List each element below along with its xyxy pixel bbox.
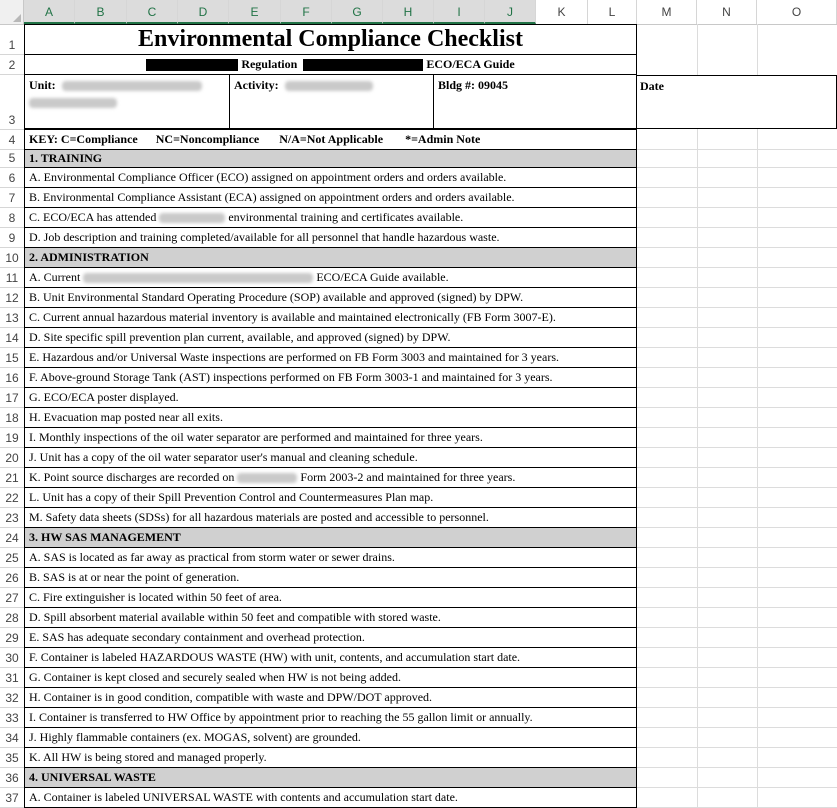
info-row <box>24 75 637 130</box>
checklist-item[interactable]: J. Unit has a copy of the oil water separator user's manual and cleaning schedule. <box>24 448 637 468</box>
section-heading[interactable]: 4. UNIVERSAL WASTE <box>24 768 637 788</box>
blurred-text <box>159 213 225 223</box>
key-not-applicable: N/A=Not Applicable <box>279 132 384 146</box>
row-header-8[interactable]: 8 <box>0 208 24 228</box>
gridline <box>637 707 837 708</box>
item-text: Form 2003-2 and maintained for three years. <box>300 470 516 484</box>
bldg-cell[interactable] <box>434 75 637 129</box>
gridline <box>637 287 837 288</box>
gridline <box>637 527 837 528</box>
row-header-19[interactable]: 19 <box>0 428 24 448</box>
row-header-2[interactable]: 2 <box>0 55 24 75</box>
row-header-1[interactable]: 1 <box>0 24 24 55</box>
checklist-item[interactable]: H. Evacuation map posted near all exits. <box>24 408 637 428</box>
row-header-11[interactable]: 11 <box>0 268 24 288</box>
item-text: ECO/ECA Guide available. <box>316 270 449 284</box>
checklist-item[interactable]: C. Current annual hazardous material inventory is available and maintained electronically (FB Form 3007-E). <box>24 308 637 328</box>
row-header-16[interactable]: 16 <box>0 368 24 388</box>
column-header-m[interactable]: M <box>637 0 697 24</box>
row-header-23[interactable]: 23 <box>0 508 24 528</box>
column-header-i[interactable]: I <box>434 0 485 24</box>
date-cell[interactable] <box>637 75 837 129</box>
blurred-text <box>237 473 297 483</box>
row-header-25[interactable]: 25 <box>0 548 24 568</box>
checklist-item[interactable]: I. Container is transferred to HW Office by appointment prior to reaching the 55 gallon limit or annually. <box>24 708 637 728</box>
gridline <box>637 487 837 488</box>
column-header-f[interactable]: F <box>281 0 332 24</box>
column-header-b[interactable]: B <box>75 0 127 24</box>
bldg-number: Bldg #: 09045 <box>438 78 509 92</box>
gridline <box>637 247 837 248</box>
regulation-label: Regulation <box>241 57 298 71</box>
column-header-d[interactable]: D <box>178 0 229 24</box>
column-header-g[interactable]: G <box>332 0 383 24</box>
row-header-10[interactable]: 10 <box>0 248 24 268</box>
row-header-28[interactable]: 28 <box>0 608 24 628</box>
gridline <box>637 607 837 608</box>
row-header-13[interactable]: 13 <box>0 308 24 328</box>
column-header-c[interactable]: C <box>127 0 178 24</box>
column-header-k[interactable]: K <box>536 0 588 24</box>
gridline <box>637 567 837 568</box>
row-header-30[interactable]: 30 <box>0 648 24 668</box>
redacted-text <box>303 59 423 71</box>
guide-label: ECO/ECA Guide <box>426 57 515 71</box>
gridline <box>637 647 837 648</box>
checklist-item[interactable]: F. Above-ground Storage Tank (AST) inspections performed on FB Form 3003-1 and maintained for 3 years. <box>24 368 637 388</box>
key-compliance: KEY: C=Compliance <box>29 132 138 146</box>
section-heading[interactable]: 2. ADMINISTRATION <box>24 248 637 268</box>
row-header-32[interactable]: 32 <box>0 688 24 708</box>
column-header-l[interactable]: L <box>588 0 637 24</box>
gridline <box>637 767 837 768</box>
item-text: A. Current <box>29 270 81 284</box>
gridline <box>637 387 837 388</box>
date-label: Date <box>640 79 664 93</box>
row-header-5[interactable]: 5 <box>0 150 24 168</box>
checklist-item[interactable] <box>24 468 637 488</box>
checklist-item[interactable]: H. Container is in good condition, compatible with waste and DPW/DOT approved. <box>24 688 637 708</box>
checklist-item[interactable]: D. Site specific spill prevention plan current, available, and approved (signed) by DPW. <box>24 328 637 348</box>
blurred-activity-name <box>285 81 373 91</box>
page-title: Environmental Compliance Checklist <box>24 24 637 55</box>
row-header-21[interactable]: 21 <box>0 468 24 488</box>
column-header-a[interactable]: A <box>24 0 75 24</box>
gridline <box>637 787 837 788</box>
checklist-item[interactable]: M. Safety data sheets (SDSs) for all hazardous materials are posted and accessible to personnel. <box>24 508 637 528</box>
gridline <box>637 467 837 468</box>
key-row <box>24 130 637 150</box>
gridline <box>637 447 837 448</box>
column-header-bar <box>0 0 837 25</box>
checklist-item[interactable]: F. Container is labeled HAZARDOUS WASTE (HW) with unit, contents, and accumulation start date. <box>24 648 637 668</box>
row-header-7[interactable]: 7 <box>0 188 24 208</box>
gridline <box>637 267 837 268</box>
column-header-j[interactable]: J <box>485 0 536 24</box>
blurred-unit-name-line2 <box>29 98 117 108</box>
row-header-14[interactable]: 14 <box>0 328 24 348</box>
row-header-6[interactable]: 6 <box>0 168 24 188</box>
row-header-36[interactable]: 36 <box>0 768 24 788</box>
checklist-item[interactable]: I. Monthly inspections of the oil water separator are performed and maintained for three years. <box>24 428 637 448</box>
checklist-item[interactable]: B. Environmental Compliance Assistant (ECA) assigned on appointment orders and orders available. <box>24 188 637 208</box>
row-header-15[interactable]: 15 <box>0 348 24 368</box>
activity-label: Activity: <box>234 78 279 92</box>
column-header-e[interactable]: E <box>229 0 281 24</box>
column-header-n[interactable]: N <box>697 0 757 24</box>
section-heading[interactable]: 1. TRAINING <box>24 150 637 168</box>
gridline <box>637 667 837 668</box>
gridline <box>697 24 698 808</box>
row-header-29[interactable]: 29 <box>0 628 24 648</box>
gridline <box>637 227 837 228</box>
row-header-37[interactable]: 37 <box>0 788 24 808</box>
gridline <box>637 687 837 688</box>
row-header-9[interactable]: 9 <box>0 228 24 248</box>
blurred-unit-name <box>62 81 202 91</box>
gridline <box>637 407 837 408</box>
redacted-text <box>146 59 238 71</box>
row-header-33[interactable]: 33 <box>0 708 24 728</box>
checklist-item[interactable]: A. Container is labeled UNIVERSAL WASTE with contents and accumulation start date. <box>24 788 637 808</box>
gridline <box>637 367 837 368</box>
row-header-3[interactable]: 3 <box>0 75 24 130</box>
column-header-o[interactable]: O <box>757 0 837 24</box>
row-header-31[interactable]: 31 <box>0 668 24 688</box>
row-header-17[interactable]: 17 <box>0 388 24 408</box>
checklist-item[interactable]: E. SAS has adequate secondary containment and overhead protection. <box>24 628 637 648</box>
checklist-item[interactable] <box>24 268 637 288</box>
unit-label: Unit: <box>29 78 56 92</box>
gridline <box>637 747 837 748</box>
gridline <box>637 427 837 428</box>
row-header-35[interactable]: 35 <box>0 748 24 768</box>
item-text: C. ECO/ECA has attended <box>29 210 157 224</box>
checklist-item[interactable]: B. SAS is at or near the point of generation. <box>24 568 637 588</box>
gridline <box>637 149 837 150</box>
blurred-text <box>83 273 313 283</box>
item-text: K. Point source discharges are recorded on <box>29 470 235 484</box>
row-header-27[interactable]: 27 <box>0 588 24 608</box>
gridline <box>637 347 837 348</box>
gridline <box>637 507 837 508</box>
gridline <box>637 547 837 548</box>
gridline <box>637 167 837 168</box>
checklist-item[interactable]: G. ECO/ECA poster displayed. <box>24 388 637 408</box>
row-header-34[interactable]: 34 <box>0 728 24 748</box>
checklist-item[interactable]: D. Spill absorbent material available within 50 feet and compatible with stored waste. <box>24 608 637 628</box>
gridline <box>757 24 758 808</box>
unit-cell[interactable] <box>25 75 230 129</box>
checklist-item[interactable]: C. Fire extinguisher is located within 50 feet of area. <box>24 588 637 608</box>
checklist-item[interactable]: J. Highly flammable containers (ex. MOGAS, solvent) are grounded. <box>24 728 637 748</box>
select-all-corner[interactable] <box>0 0 24 24</box>
gridline <box>637 207 837 208</box>
checklist-item[interactable]: G. Container is kept closed and securely sealed when HW is not being added. <box>24 668 637 688</box>
section-heading[interactable]: 3. HW SAS MANAGEMENT <box>24 528 637 548</box>
column-header-h[interactable]: H <box>383 0 434 24</box>
gridline <box>637 627 837 628</box>
regulation-row <box>24 55 637 75</box>
item-text: environmental training and certificates available. <box>228 210 464 224</box>
checklist-item[interactable]: A. Environmental Compliance Officer (ECO) assigned on appointment orders and orders available. <box>24 168 637 188</box>
activity-cell[interactable] <box>230 75 434 129</box>
gridline <box>637 307 837 308</box>
checklist-item[interactable]: L. Unit has a copy of their Spill Prevention Control and Countermeasures Plan map. <box>24 488 637 508</box>
row-header-26[interactable]: 26 <box>0 568 24 588</box>
row-header-20[interactable]: 20 <box>0 448 24 468</box>
checklist-item[interactable]: A. SAS is located as far away as practical from storm water or sewer drains. <box>24 548 637 568</box>
checklist-item[interactable]: D. Job description and training completed/available for all personnel that handle hazardous waste. <box>24 228 637 248</box>
gridline <box>637 187 837 188</box>
gridline <box>637 327 837 328</box>
row-header-24[interactable]: 24 <box>0 528 24 548</box>
checklist-item[interactable]: E. Hazardous and/or Universal Waste inspections are performed on FB Form 3003 and maintained for 3 years. <box>24 348 637 368</box>
checklist-item[interactable]: K. All HW is being stored and managed properly. <box>24 748 637 768</box>
gridline <box>637 587 837 588</box>
row-header-22[interactable]: 22 <box>0 488 24 508</box>
row-header-18[interactable]: 18 <box>0 408 24 428</box>
key-admin-note: *=Admin Note <box>405 132 481 146</box>
checklist-item[interactable] <box>24 208 637 228</box>
key-noncompliance: NC=Noncompliance <box>155 132 260 146</box>
checklist-item[interactable]: B. Unit Environmental Standard Operating Procedure (SOP) available and approved (signed) by DPW. <box>24 288 637 308</box>
gridline <box>637 727 837 728</box>
row-header-12[interactable]: 12 <box>0 288 24 308</box>
row-header-4[interactable]: 4 <box>0 130 24 150</box>
